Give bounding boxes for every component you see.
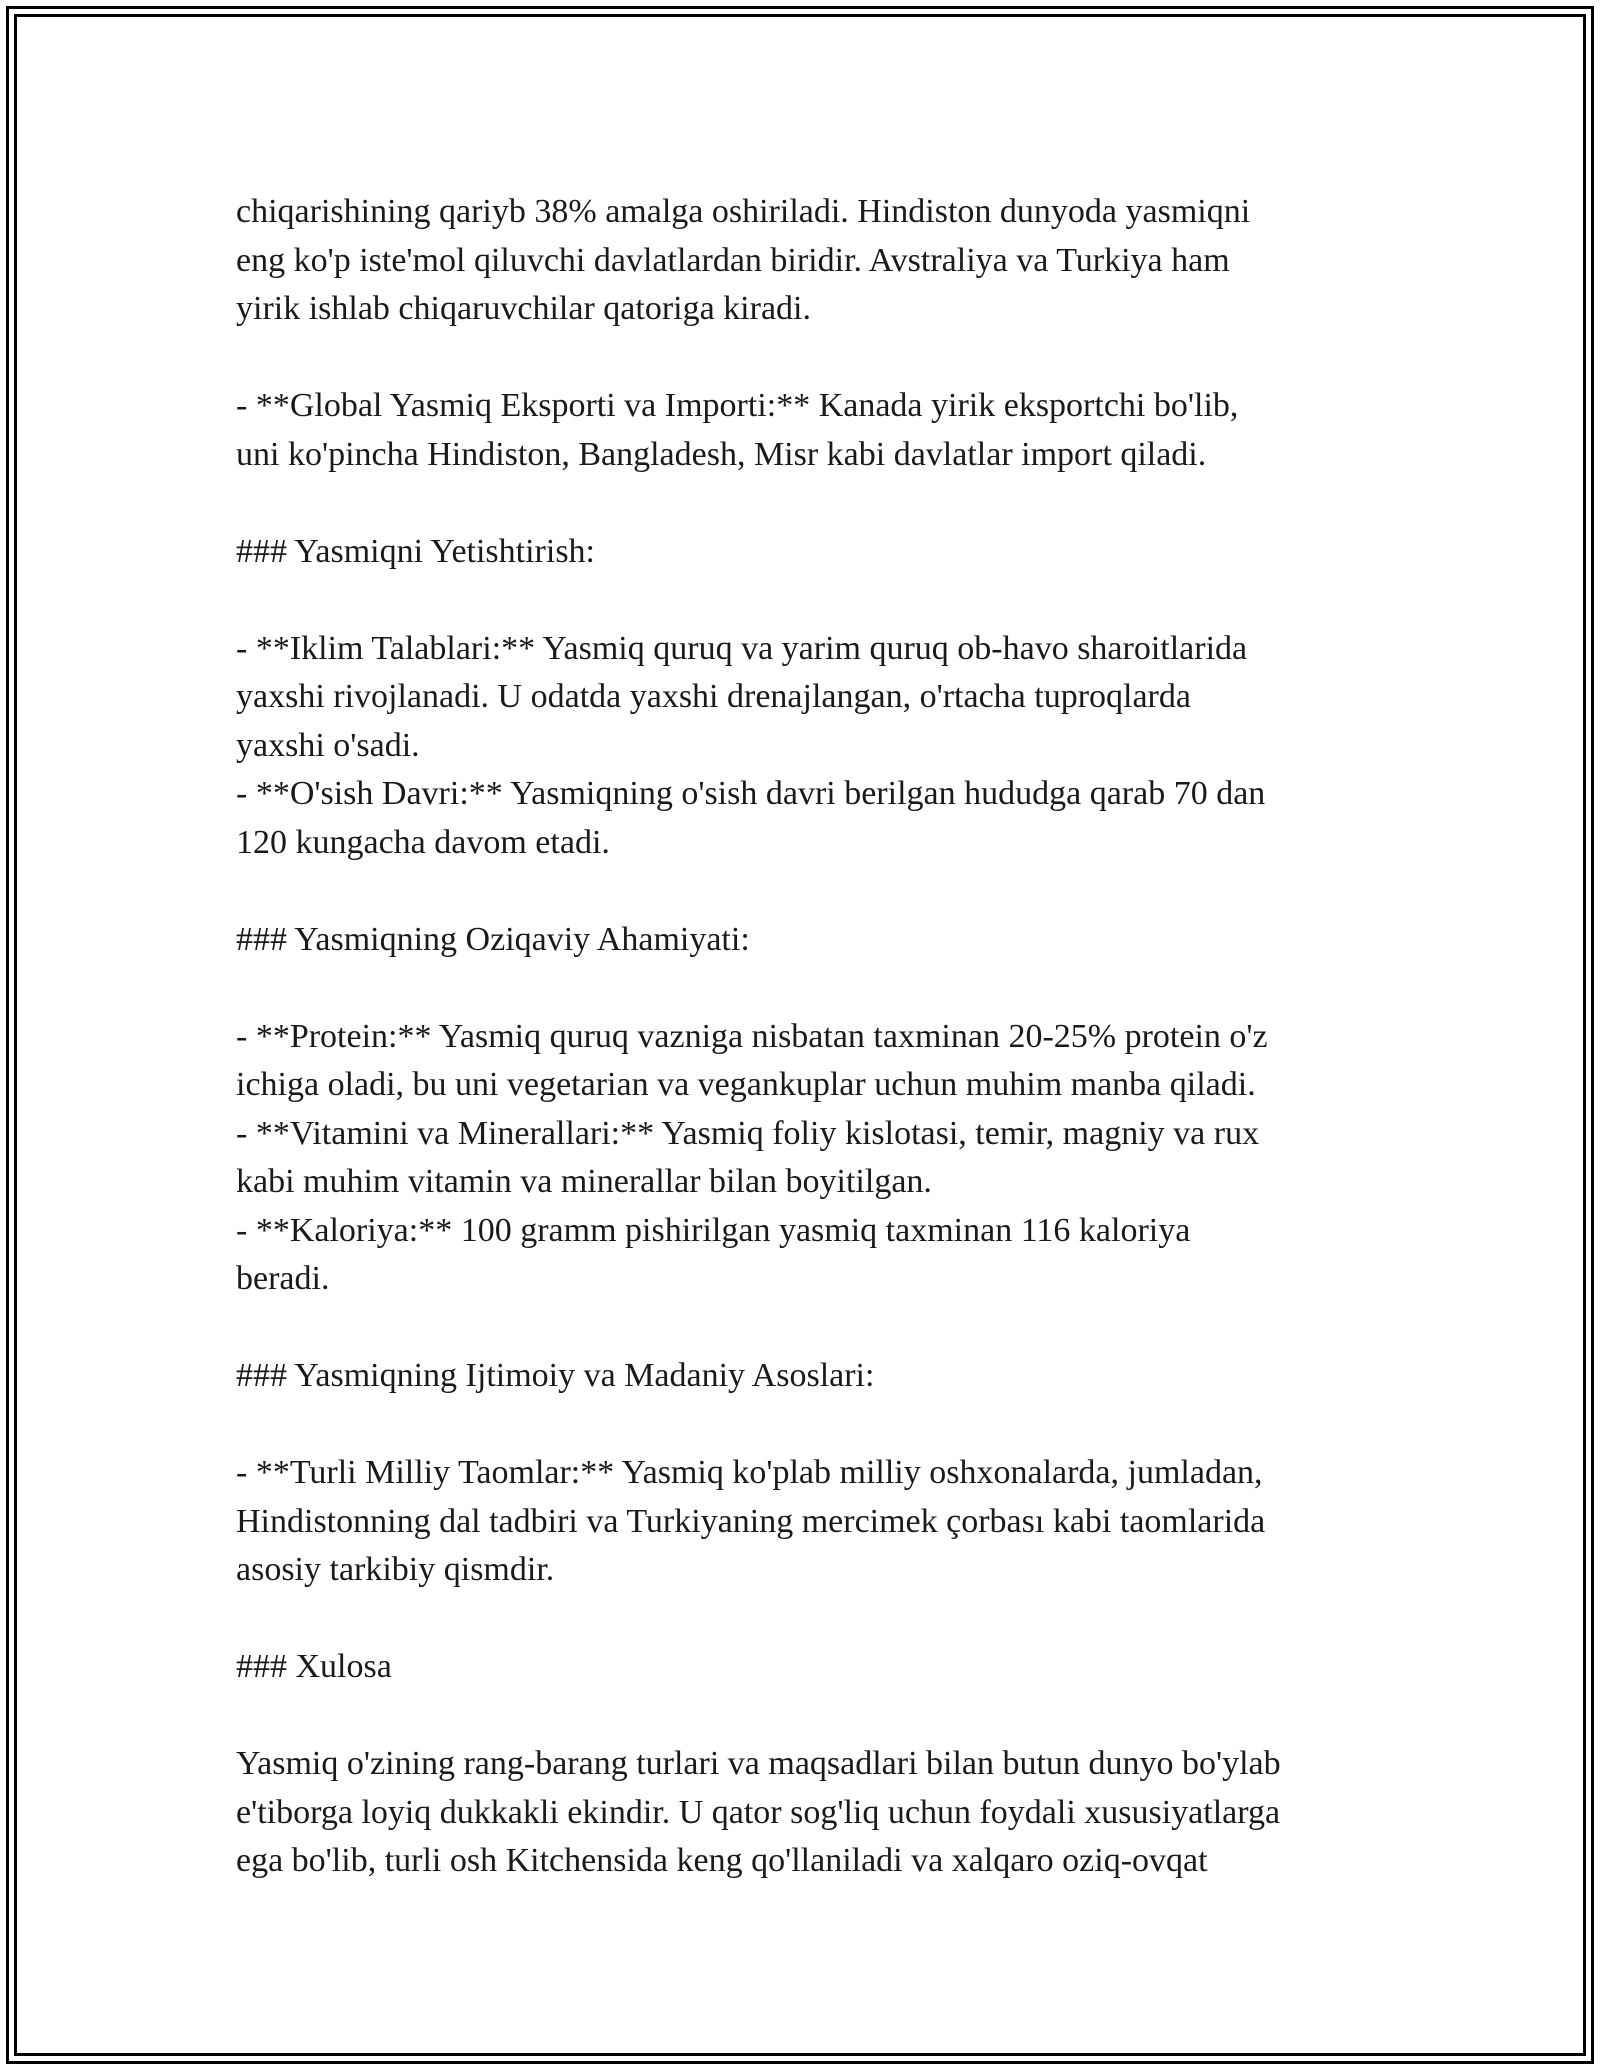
nutrition-list xyxy=(236,1013,1376,1304)
list-item-line: 120 kungacha davom etadi. xyxy=(236,823,610,861)
paragraph-gap xyxy=(236,1401,1376,1450)
list-item-line: - **Vitamini va Minerallari:** Yasmiq foliy kislotasi, temir, magniy va rux xyxy=(236,1114,1260,1152)
export-paragraph xyxy=(236,382,1376,479)
list-item-line: kabi muhim vitamin va minerallar bilan boyitilgan. xyxy=(236,1163,932,1200)
list-item-line: yaxshi rivojlanadi. U odatda yaxshi drenajlangan, o'rtacha tuproqlarda xyxy=(236,678,1191,715)
list-item-line: Hindistonning dal tadbiri va Turkiyaning mercimek çorbası kabi taomlarida xyxy=(236,1502,1266,1540)
paragraph-gap xyxy=(236,334,1376,383)
list-item-line: asosiy tarkibiy qismdir. xyxy=(236,1551,555,1588)
list-item-line: - **Iklim Talablari:** Yasmiq quruq va yarim quruq ob-havo sharoitlarida xyxy=(236,629,1248,667)
text-line: yirik ishlab chiqaruvchilar qatoriga kiradi. xyxy=(236,290,811,327)
paragraph-gap xyxy=(236,1692,1376,1741)
text-line: - **Global Yasmiq Eksporti va Importi:** Kanada yirik eksportchi bo'lib, xyxy=(236,387,1239,424)
list-item-line: yaxshi o'sadi. xyxy=(236,726,420,764)
list-item-line: - **Turli Milliy Taomlar:** Yasmiq ko'plab milliy oshxonalarda, jumladan, xyxy=(236,1454,1263,1491)
paragraph-gap xyxy=(236,867,1376,916)
text-line: e'tiborga loyiq dukkakli ekindir. U qator sog'liq uchun foydali xususiyatlarga xyxy=(236,1793,1281,1831)
text-line: ega bo'lib, turli osh Kitchensida keng qo'llaniladi va xalqaro oziq-ovqat xyxy=(236,1842,1208,1879)
text-line: Yasmiq o'zining rang-barang turlari va maqsadlari bilan butun dunyo bo'ylab xyxy=(236,1745,1281,1782)
list-item-line: - **O'sish Davri:** Yasmiqning o'sish davri berilgan hududga qarab 70 dan xyxy=(236,775,1266,812)
intro-paragraph xyxy=(236,188,1376,334)
paragraph-gap xyxy=(236,576,1376,625)
section-heading-social: ### Yasmiqning Ijtimoiy va Madaniy Asoslari: xyxy=(236,1357,875,1394)
list-item-line: - **Kaloriya:** 100 gramm pishirilgan yasmiq taxminan 116 kaloriya xyxy=(236,1211,1191,1249)
section-heading-conclusion: ### Xulosa xyxy=(236,1648,392,1685)
list-item-line: - **Protein:** Yasmiq quruq vazniga nisbatan taxminan 20-25% protein o'z xyxy=(236,1017,1268,1055)
paragraph-gap xyxy=(236,1595,1376,1644)
conclusion-paragraph xyxy=(236,1740,1376,1886)
text-line: uni ko'pincha Hindiston, Bangladesh, Misr kabi davlatlar import qiladi. xyxy=(236,435,1207,473)
list-item-line: ichiga oladi, bu uni vegetarian va vegankuplar uchun muhim manba qiladi. xyxy=(236,1066,1256,1103)
social-list xyxy=(236,1449,1376,1595)
section-heading-cultivation: ### Yasmiqni Yetishtirish: xyxy=(236,532,595,570)
paragraph-gap xyxy=(236,1304,1376,1353)
cultivation-list xyxy=(236,625,1376,868)
paragraph-gap xyxy=(236,479,1376,528)
text-line: chiqarishining qariyb 38% amalga oshiriladi. Hindiston dunyoda yasmiqni xyxy=(236,193,1251,230)
section-heading-nutrition: ### Yasmiqning Oziqaviy Ahamiyati: xyxy=(236,920,750,958)
text-line: eng ko'p iste'mol qiluvchi davlatlardan biridir. Avstraliya va Turkiya ham xyxy=(236,241,1230,279)
document-body xyxy=(236,188,1376,1886)
list-item-line: beradi. xyxy=(236,1260,330,1297)
paragraph-gap xyxy=(236,964,1376,1013)
